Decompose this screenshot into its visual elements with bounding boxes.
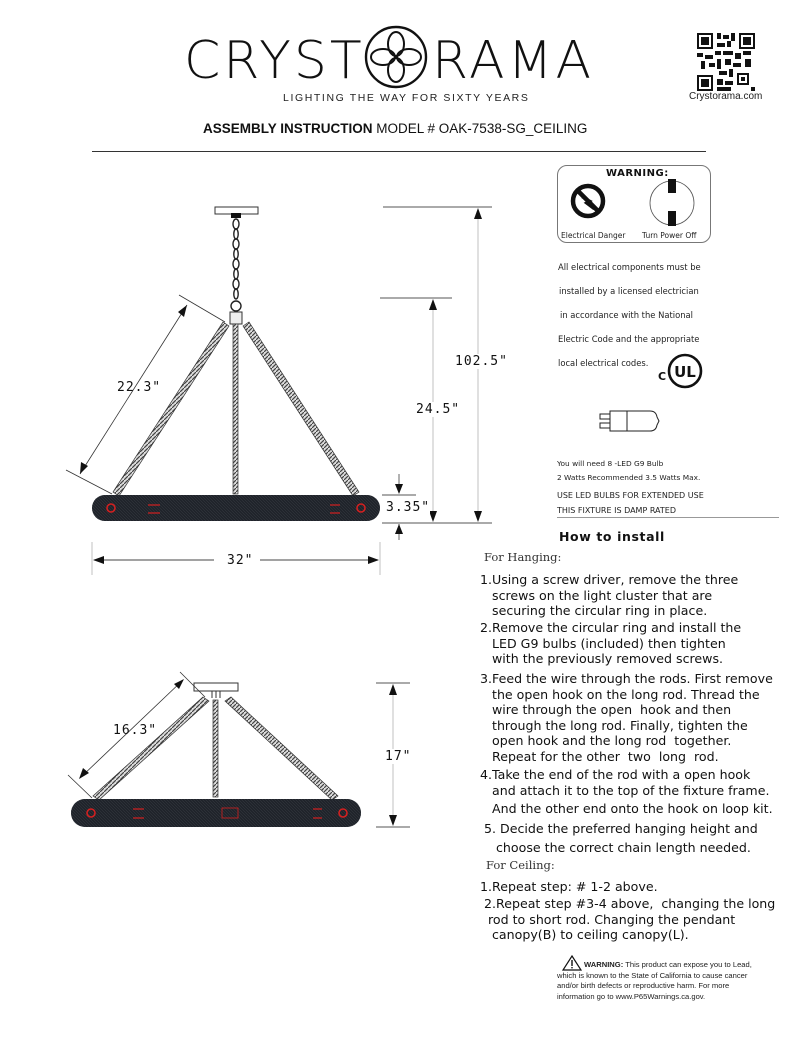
prop65-line: information go to www.P65Warnings.ca.gov. — [557, 991, 706, 1001]
prop65-text: This product can expose you to Lead, — [623, 960, 752, 969]
damp-rated-notice: THIS FIXTURE IS DAMP RATED — [557, 506, 677, 515]
hanging-step-2 — [480, 620, 741, 667]
step-line: 4.Take the end of the rod with a open hook — [480, 767, 751, 782]
install-heading: How to install — [559, 529, 665, 544]
step-line: the open hook on the long rod. Thread the — [480, 686, 760, 702]
hanging-step-4 — [480, 767, 773, 817]
electrical-danger-label: Electrical Danger — [561, 231, 626, 240]
step-line: rod to short rod. Changing the pendant — [480, 911, 736, 927]
brand-right: RAMA — [432, 31, 595, 91]
title-bold: ASSEMBLY INSTRUCTION — [203, 121, 373, 136]
hanging-step-5 — [480, 821, 758, 855]
electrical-notice-line: All electrical components must be — [558, 262, 701, 272]
title-model: MODEL # OAK-7538-SG_CEILING — [372, 121, 588, 136]
step-line: choose the correct chain length needed. — [480, 839, 751, 855]
pendant-diagram — [0, 0, 540, 600]
svg-text:UL: UL — [674, 363, 696, 381]
prop65-warning — [557, 960, 752, 1002]
prop65-label: WARNING: — [584, 960, 624, 969]
warning-title: WARNING: — [606, 168, 669, 179]
ceiling-step-2 — [480, 896, 775, 943]
for-ceiling-label: For Ceiling: — [486, 858, 555, 872]
electrical-notice-line: installed by a licensed electrician — [559, 286, 699, 296]
step-line: 3.Feed the wire through the rods. First remove — [480, 671, 773, 686]
ul-listed-icon — [666, 352, 704, 390]
step-line: with the previously removed screws. — [480, 651, 724, 667]
bulb-count: You will need 8 -LED G9 Bulb — [557, 459, 664, 468]
website-caption: Crystorama.com — [689, 91, 763, 102]
prop65-line — [557, 960, 752, 971]
step-line: wire through the open hook and then — [480, 702, 732, 718]
electrical-notice-line: Electric Code and the appropriate — [558, 334, 700, 344]
step-line: And the other end onto the hook on loop kit. — [480, 801, 773, 817]
ring-height-label: 3.35" — [386, 500, 431, 515]
hanging-step-3 — [480, 671, 773, 765]
width-label: 32" — [227, 553, 254, 568]
rod-length-label: 22.3" — [117, 380, 162, 395]
step-line: LED G9 bulbs (included) then tighten — [480, 635, 726, 651]
bulb-wattage: 2 Watts Recommended 3.5 Watts Max. — [557, 473, 701, 482]
step-line: 1.Repeat step: # 1-2 above. — [480, 879, 658, 894]
qr-code-icon — [697, 33, 755, 91]
turn-power-off-icon — [648, 178, 696, 228]
step-line: 1.Using a screw driver, remove the three — [480, 572, 739, 587]
brand-left: CRYST — [184, 31, 365, 91]
step-line: and attach it to the top of the fixture frame. — [480, 782, 770, 798]
step-line: open hook and the long rod together. — [480, 733, 732, 749]
step-line: securing the circular ring in place. — [480, 603, 708, 619]
bulb-info-divider — [557, 517, 779, 518]
ceiling-step-1 — [480, 879, 658, 895]
step-line: Repeat for the other two long rod. — [480, 748, 719, 764]
electrical-danger-icon — [570, 183, 606, 219]
turn-power-off-label: Turn Power Off — [642, 231, 697, 240]
prop65-line: which is known to the State of California to cause cancer — [557, 970, 748, 980]
g9-bulb-icon — [598, 408, 662, 434]
step-line: 2.Repeat step #3-4 above, changing the long — [480, 896, 776, 911]
step-line: 5. Decide the preferred hanging height and — [480, 821, 758, 836]
step-line: canopy(B) to ceiling canopy(L). — [480, 927, 689, 943]
step-line: screws on the light cluster that are — [480, 587, 713, 603]
overall-height-label: 102.5" — [455, 354, 508, 369]
ul-c-mark: C — [658, 370, 667, 383]
electrical-notice-line: in accordance with the National — [560, 310, 693, 320]
ceiling-height-label: 17" — [385, 749, 412, 764]
prop65-line: and/or birth defects or reproductive harm. For more — [557, 981, 730, 990]
step-line: 2.Remove the circular ring and install the — [480, 620, 742, 635]
step-line: through the long rod. Finally, tighten the — [480, 717, 748, 733]
tagline: LIGHTING THE WAY FOR SIXTY YEARS — [283, 92, 530, 104]
for-hanging-label: For Hanging: — [484, 550, 562, 564]
ceiling-diagram — [0, 640, 440, 860]
led-recommendation: USE LED BULBS FOR EXTENDED USE — [557, 491, 704, 500]
fixture-height-label: 24.5" — [416, 402, 461, 417]
ceiling-rod-length-label: 16.3" — [113, 723, 158, 738]
electrical-notice-line: local electrical codes. — [558, 358, 649, 368]
